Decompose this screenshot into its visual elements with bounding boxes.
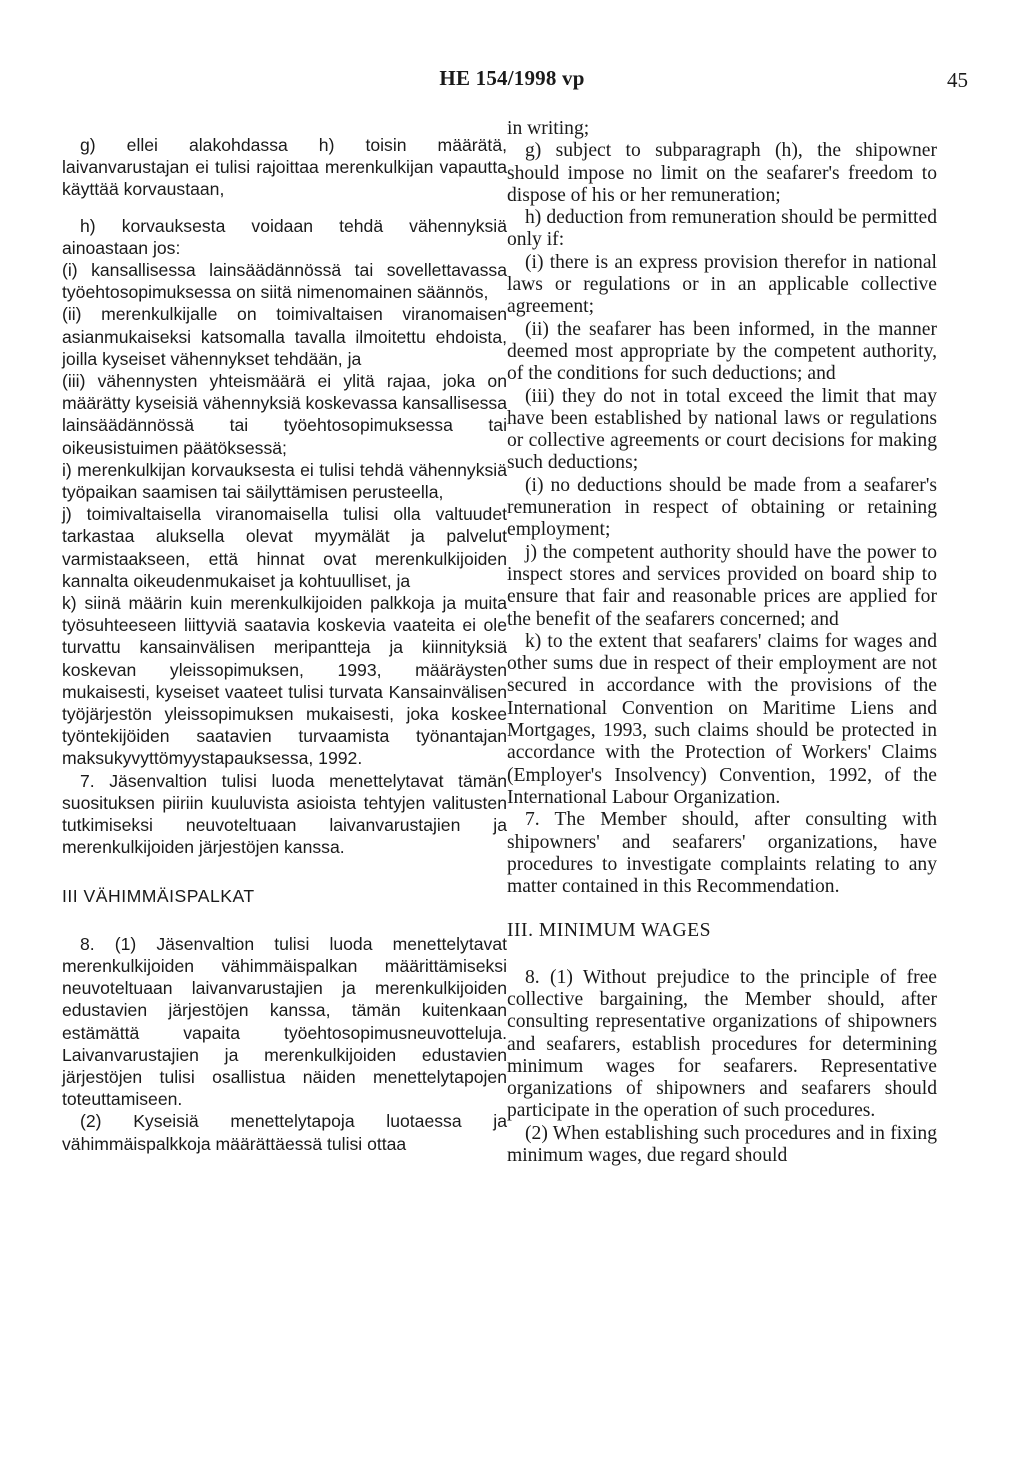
en-paragraph-h-i: (i) there is an express provision therefor in national laws or regulations or in an applicable collective agreement; bbox=[507, 251, 937, 318]
en-paragraph-j: j) the competent authority should have the power to inspect stores and services provided on board ship to ensure that fair and reasonable prices are applied for the benefit of the seafarers concerned; and bbox=[507, 541, 937, 630]
fi-paragraph-h-i: (i) kansallisessa lainsäädännössä tai sovellettavassa työehtosopimuksessa on siitä nimenomainen säännös, bbox=[62, 260, 507, 303]
en-paragraph-h: h) deduction from remuneration should be permitted only if: bbox=[507, 207, 937, 251]
page-number: 45 bbox=[947, 68, 968, 92]
en-section-heading: III. MINIMUM WAGES bbox=[507, 920, 712, 942]
english-column bbox=[507, 118, 937, 1167]
page-header bbox=[0, 66, 1024, 96]
en-paragraph-continued: in writing; bbox=[507, 118, 590, 139]
en-paragraph-i: (i) no deductions should be made from a seafarer's remuneration in respect of obtaining or retaining employment; bbox=[507, 474, 937, 541]
fi-paragraph-i: i) merenkulkijan korvauksesta ei tulisi tehdä vähennyksiä työpaikan saamisen tai säilyttämisen perusteella, bbox=[62, 459, 507, 503]
en-paragraph-8-1: 8. (1) Without prejudice to the principle of free collective bargaining, the Member should, after consulting representative organizations of shipowners and seafarers, establish procedures for determining minimum wages for seafarers. Representative organizations of shipowners and seafarers should participate in the operation of such procedures. bbox=[507, 966, 937, 1122]
fi-paragraph-g: g) ellei alakohdassa h) toisin määrätä, laivanvarustajan ei tulisi rajoittaa merenkulkijan vapautta käyttää korvaustaan, bbox=[62, 135, 507, 200]
finnish-column bbox=[62, 134, 507, 1155]
en-paragraph-7: 7. The Member should, after consulting with shipowners' and seafarers' organizations, have procedures to investigate complaints relating to any matter contained in this Recommendation. bbox=[507, 809, 937, 898]
fi-paragraph-7: 7. Jäsenvaltion tulisi luoda menettelytavat tämän suosituksen piiriin kuuluvista asioista tehtyjen valitusten tutkimiseksi neuvoteltuaan laivanvarustajien ja merenkulkijoiden järjestöjen kanssa. bbox=[62, 770, 507, 858]
fi-section-heading: III VÄHIMMÄISPALKAT bbox=[62, 885, 255, 906]
en-paragraph-g: g) subject to subparagraph (h), the shipowner should impose no limit on the seafarer's freedom to dispose of his or her remuneration; bbox=[507, 140, 937, 206]
fi-paragraph-h-iii: (iii) vähennysten yhteismäärä ei ylitä rajaa, joka on määrätty kyseisiä vähennyksiä koskevassa kansallisessa lainsäädännössä tai työehtosopimuksessa tai oikeusistuimen päätöksessä; bbox=[62, 371, 507, 458]
fi-paragraph-k: k) siinä määrin kuin merenkulkijoiden palkkoja ja muita työsuhteeseen liittyviä saatavia koskevia vaateita ei ole turvattu kansainvälisen meripantteja ja kiinnityksiä koskevan yleissopimuksen, 1993, määräysten mukaisesti, kyseiset vaateet tulisi turvata Kansainvälisen työjärjestön yleissopimuksen mukaisesti, joka koskee työntekijöiden saatavien turvaamista työnantajan maksukyvyttömyystapauksessa, 1992. bbox=[62, 593, 507, 769]
fi-paragraph-8-2: (2) Kyseisiä menettelytapoja luotaessa ja vähimmäispalkkoja määrättäessä tulisi ottaa bbox=[62, 1111, 507, 1154]
en-paragraph-k: k) to the extent that seafarers' claims for wages and other sums due in respect of their employment are not secured in accordance with the provisions of the International Convention on Maritime Liens and Mortgages, 1993, such claims should be protected in accordance with the Protection of Workers' Claims (Employer's Insolvency) Convention, 1992, of the International Labour Organization. bbox=[507, 630, 937, 808]
document-id: HE 154/1998 vp bbox=[439, 66, 585, 90]
fi-paragraph-8-1: 8. (1) Jäsenvaltion tulisi luoda menettelytavat merenkulkijoiden vähimmäispalkan määrittämiseksi neuvoteltuaan laivanvarustajien ja merenkulkijoiden edustavien järjestöjen kanssa, tämän kuitenkaan estämättä vapaita työehtosopimusneuvotteluja. Laivanvarustajien ja merenkulkijoiden edustavien järjestöjen tulisi osallistua näiden menettelytapojen toteuttamiseen. bbox=[62, 933, 507, 1110]
en-paragraph-h-ii: (ii) the seafarer has been informed, in the manner deemed most appropriate by the competent authority, of the conditions for such deductions; and bbox=[507, 318, 937, 385]
fi-paragraph-h: h) korvauksesta voidaan tehdä vähennyksiä ainoastaan jos: bbox=[62, 215, 507, 258]
fi-paragraph-j: j) toimivaltaisella viranomaisella tulisi olla valtuudet tarkastaa aluksella olevat myymälät ja palvelut varmistaakseen, että hinnat ovat merenkulkijoiden kannalta oikeudenmukaiset ja kohtuulliset, ja bbox=[62, 504, 507, 591]
fi-paragraph-h-ii: (ii) merenkulkijalle on toimivaltaisen viranomaisen asianmukaiseksi katsomalla tavalla ilmoitettu ehdoista, joilla kyseiset vähennykset tehdään, ja bbox=[62, 304, 507, 369]
en-paragraph-8-2: (2) When establishing such procedures and in fixing minimum wages, due regard should bbox=[507, 1122, 937, 1167]
en-paragraph-h-iii: (iii) they do not in total exceed the limit that may have been established by national laws or regulations or collective agreements or court decisions for making such deductions; bbox=[507, 385, 937, 474]
